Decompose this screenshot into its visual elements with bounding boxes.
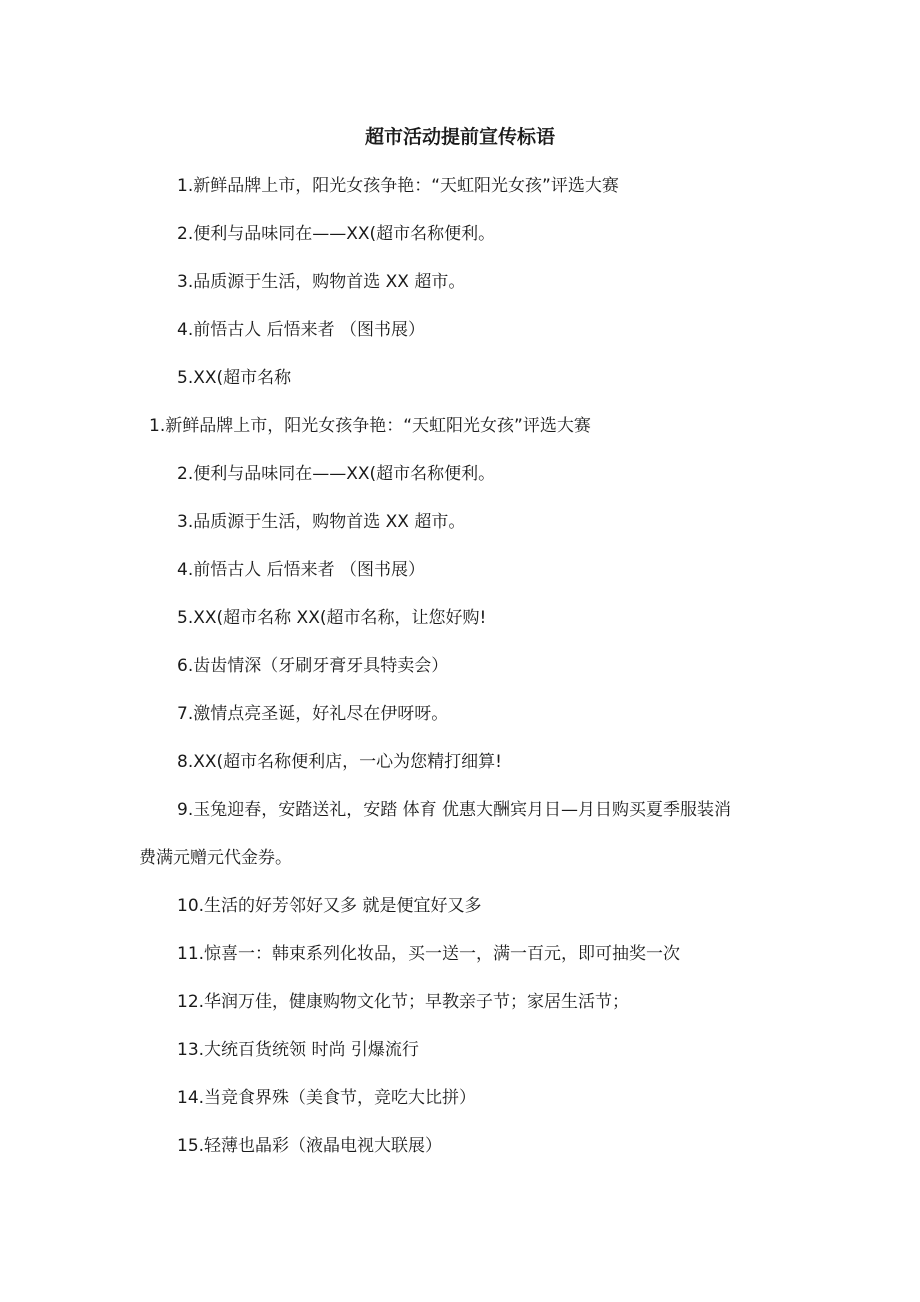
slogan-line: 11.惊喜一：韩束系列化妆品，买一送一，满一百元，即可抽奖一次 bbox=[177, 944, 681, 964]
slogan-line: 3.品质源于生活，购物首选 XX 超市。 bbox=[177, 512, 466, 532]
slogan-line: 6.齿齿情深（牙刷牙膏牙具特卖会） bbox=[177, 656, 449, 676]
slogan-line: 15.轻薄也晶彩（液晶电视大联展） bbox=[177, 1136, 443, 1156]
slogan-line: 1.新鲜品牌上市，阳光女孩争艳：“天虹阳光女孩”评选大赛 bbox=[149, 416, 591, 436]
slogan-line-continuation: 费满元赠元代金券。 bbox=[139, 848, 292, 868]
slogan-line: 2.便利与品味同在——XX(超市名称便利。 bbox=[177, 464, 496, 484]
slogan-line: 1.新鲜品牌上市，阳光女孩争艳：“天虹阳光女孩”评选大赛 bbox=[177, 176, 619, 196]
slogan-line: 12.华润万佳，健康购物文化节；早教亲子节；家居生活节； bbox=[177, 992, 630, 1012]
slogan-line: 8.XX(超市名称便利店，一心为您精打细算! bbox=[177, 752, 502, 772]
slogan-line: 2.便利与品味同在——XX(超市名称便利。 bbox=[177, 224, 496, 244]
slogan-line: 5.XX(超市名称 XX(超市名称，让您好购! bbox=[177, 608, 487, 628]
slogan-line: 13.大统百货统领 时尚 引爆流行 bbox=[177, 1040, 419, 1060]
slogan-line: 9.玉兔迎春，安踏送礼，安踏 体育 优惠大酬宾月日—月日购买夏季服装消 bbox=[177, 800, 732, 820]
document-title: 超市活动提前宣传标语 bbox=[364, 126, 555, 148]
slogan-line: 3.品质源于生活，购物首选 XX 超市。 bbox=[177, 272, 466, 292]
slogan-line: 7.激情点亮圣诞，好礼尽在伊呀呀。 bbox=[177, 704, 449, 724]
slogan-line: 4.前悟古人 后悟来者 （图书展） bbox=[177, 320, 426, 340]
slogan-line: 5.XX(超市名称 bbox=[177, 368, 292, 388]
slogan-line: 14.当竞食界殊（美食节，竞吃大比拼） bbox=[177, 1088, 477, 1108]
slogan-line: 4.前悟古人 后悟来者 （图书展） bbox=[177, 560, 426, 580]
slogan-line: 10.生活的好芳邻好又多 就是便宜好又多 bbox=[177, 896, 482, 916]
